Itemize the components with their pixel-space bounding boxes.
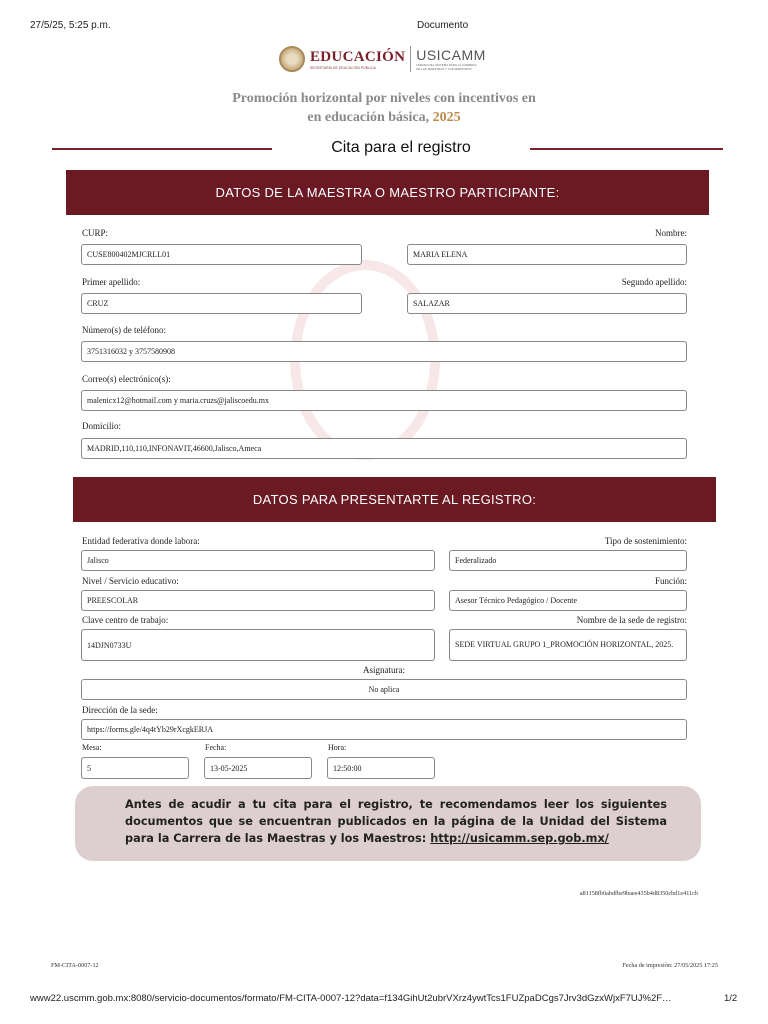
tel-label: Número(s) de teléfono: (82, 325, 166, 335)
sost-label: Tipo de sostenimiento: (604, 536, 687, 546)
fecha-label: Fecha: (205, 743, 227, 752)
document-hash: a81158fb0abdfbe9baee435b4d8350cbd1e411cb (579, 890, 698, 897)
nivel-label: Nivel / Servicio educativo: (82, 576, 179, 586)
cita-rule-right (530, 148, 723, 150)
clave-label: Clave centro de trabajo: (82, 615, 169, 625)
entidad-label: Entidad federativa donde labora: (82, 536, 200, 546)
funcion-label: Función: (654, 576, 687, 586)
logo (279, 46, 486, 72)
promo-line1: Promoción horizontal por niveles con incentivos en (232, 91, 536, 106)
logo-usicamm-sub-1: UNIDAD DEL SISTEMA PARA LA CARRERA (416, 63, 477, 67)
cita-title: Cita para el registro (331, 139, 471, 156)
tel-field: 3751316032 y 3757580908 (81, 341, 687, 362)
ap1-label: Primer apellido: (82, 277, 141, 287)
note-box (75, 786, 701, 861)
ap1-field: CRUZ (81, 293, 362, 314)
section2-header: DATOS PARA PRESENTARTE AL REGISTRO: (73, 477, 716, 522)
mesa-label: Mesa: (82, 743, 102, 752)
promo-line2-text: en educación básica, (307, 110, 430, 125)
ap2-label: Segundo apellido: (621, 277, 687, 287)
page-number: 1/2 (724, 993, 738, 1004)
print-datetime: 27/5/25, 5:25 p.m. (30, 20, 111, 31)
nivel-field: PREESCOLAR (81, 590, 435, 611)
hora-field: 12:50:00 (327, 757, 435, 779)
dom-label: Domicilio: (82, 421, 121, 431)
seal-icon (279, 46, 305, 72)
cita-rule-left (52, 148, 272, 150)
mesa-field: 5 (81, 757, 189, 779)
promo-year: 2025 (432, 110, 461, 125)
clave-field: 14DJN0733U (81, 629, 435, 661)
hora-label: Hora: (328, 743, 347, 752)
asig-field: No aplica (81, 679, 687, 700)
sede-label: Nombre de la sede de registro: (576, 615, 687, 625)
logo-usicamm: USICAMM (416, 47, 486, 63)
form-code: FM-CITA-0007-12 (51, 962, 99, 969)
email-label: Correo(s) electrónico(s): (82, 374, 171, 384)
logo-divider (410, 46, 411, 72)
logo-educacion: EDUCACIÓN (310, 48, 406, 65)
print-title: Documento (417, 20, 469, 31)
note-link[interactable]: http://usicamm.sep.gob.mx/ (430, 832, 609, 845)
promo-line2 (0, 108, 768, 127)
nombre-field: MARIA ELENA (407, 244, 687, 265)
asig-label: Asignatura: (363, 665, 405, 675)
dir-label: Dirección de la sede: (82, 705, 158, 715)
nombre-label: Nombre: (655, 228, 687, 238)
logo-educacion-sub: SECRETARÍA DE EDUCACIÓN PÚBLICA (310, 65, 377, 70)
sost-field: Federalizado (449, 550, 687, 571)
fecha-field: 13-05-2025 (204, 757, 312, 779)
email-field: malenicx12@hotmail.com y maria.cruzs@jaliscoedu.mx (81, 390, 687, 411)
promo-title (0, 89, 768, 127)
entidad-field: Jalisco (81, 550, 435, 571)
note-text: Antes de acudir a tu cita para el registro, te recomendamos leer los siguientes documentos que se encuentran publicados en la página de la Unidad del Sistema para la Carrera de las Maestras y los Maestros: (125, 798, 667, 845)
curp-field: CUSE800402MJCRLL01 (81, 244, 362, 265)
logo-usicamm-sub-2: DE LAS MAESTRAS Y LOS MAESTROS (416, 67, 472, 71)
section1-header: DATOS DE LA MAESTRA O MAESTRO PARTICIPANTE: (66, 170, 709, 215)
print-date: Fecha de impresión: 27/05/2025 17:25 (622, 962, 718, 969)
curp-label: CURP: (82, 228, 109, 238)
dir-field[interactable]: https://forms.gle/4q4tYb29rXcgkERJA (81, 719, 687, 740)
funcion-field: Asesor Técnico Pedagógico / Docente (449, 590, 687, 611)
ap2-field: SALAZAR (407, 293, 687, 314)
dom-field: MADRID,110,110,INFONAVIT,46600,Jalisco,Ameca (81, 438, 687, 459)
print-url: www22.uscmm.gob.mx:8080/servicio-documentos/formato/FM-CITA-0007-12?data=f134GihUt2ubrVXrz4ywtTcs1FUZpaDCgs7Jrv3dGzxWjxF7UJ%2F… (30, 993, 672, 1004)
sede-field: SEDE VIRTUAL GRUPO 1_PROMOCIÓN HORIZONTAL, 2025. (449, 629, 687, 661)
